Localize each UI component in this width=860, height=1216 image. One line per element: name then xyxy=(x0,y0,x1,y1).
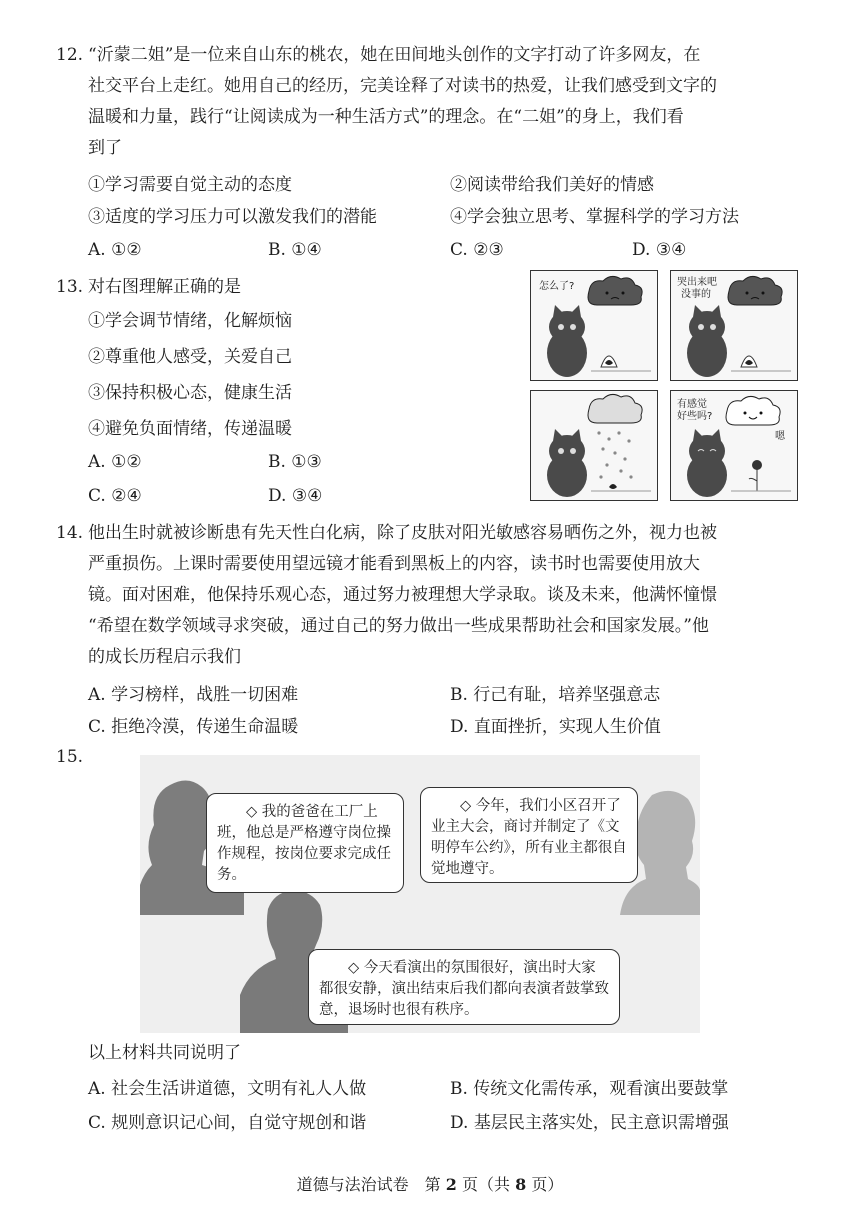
option-a[interactable]: A. ①② xyxy=(88,240,142,260)
option-d[interactable]: D. ③④ xyxy=(632,240,687,260)
statement-1: ①学习需要自觉主动的态度 xyxy=(88,175,292,195)
statement-1: ①学会调节情绪，化解烦恼 xyxy=(88,311,292,331)
option-d[interactable]: D. 直面挫折，实现人生价值 xyxy=(450,717,661,737)
footer-label: 道德与法治试卷 第 xyxy=(296,1175,441,1194)
option-a[interactable]: A. 社会生活讲道德，文明有礼人人做 xyxy=(88,1079,367,1099)
comic-panel-4 xyxy=(670,390,798,501)
statement-3: ③适度的学习压力可以激发我们的潜能 xyxy=(88,207,377,227)
question-14 xyxy=(56,518,816,673)
question-stem: 以上材料共同说明了 xyxy=(88,1043,241,1063)
stem-line: 到了 xyxy=(88,138,122,158)
comic-strip xyxy=(530,270,798,502)
comic-panel-3 xyxy=(530,390,658,501)
stem-line: 温暖和力量，践行“让阅读成为一种生活方式”的理念。在“二姐”的身上，我们看 xyxy=(88,107,684,127)
comic-speech-text: 没事的 xyxy=(681,289,711,300)
footer-label: 页） xyxy=(531,1175,564,1194)
comic-speech-text: 有感觉 xyxy=(677,399,707,410)
page-number: 2 xyxy=(445,1175,457,1194)
comic-speech-text: 嗯 xyxy=(775,431,785,442)
question-number: 13. xyxy=(56,277,84,297)
statement-2: ②阅读带给我们美好的情感 xyxy=(450,175,654,195)
material-illustration xyxy=(140,755,700,1033)
option-c[interactable]: C. 规则意识记心间，自觉守规创和谐 xyxy=(88,1113,367,1133)
question-stem xyxy=(88,518,816,673)
comic-speech-text: 好些吗? xyxy=(677,411,713,422)
question-number: 14. xyxy=(56,523,84,543)
stem-line: 严重损伤。上课时需要使用望远镜才能看到黑板上的内容，读书时也需要使用放大 xyxy=(88,554,700,574)
statement-4: ④避免负面情绪，传递温暖 xyxy=(88,419,292,439)
option-a[interactable]: A. ①② xyxy=(88,452,142,472)
statement-3: ③保持积极心态，健康生活 xyxy=(88,383,292,403)
option-b[interactable]: B. ①④ xyxy=(268,240,322,260)
stem-line: 镜。面对困难，他保持乐观心态，通过努力被理想大学录取。谈及未来，他满怀憧憬 xyxy=(88,585,717,605)
stem-line: 的成长历程启示我们 xyxy=(88,647,241,667)
footer-label: 页（共 xyxy=(461,1175,510,1194)
option-b[interactable]: B. 行己有耻，培养坚强意志 xyxy=(450,685,661,705)
speech-bubble-3: ◇ 今天看演出的氛围很好，演出时大家都很安静，演出结束后我们都向表演者鼓掌致意，退场时也很有秩序。 xyxy=(308,949,620,1025)
stem-line: “沂蒙二姐”是一位来自山东的桃农，她在田间地头创作的文字打动了许多网友，在 xyxy=(88,45,701,65)
comic-panel-1 xyxy=(530,270,658,381)
option-c[interactable]: C. ②③ xyxy=(450,240,504,260)
crying-cloud-illustration xyxy=(531,391,658,501)
option-b[interactable]: B. ①③ xyxy=(268,452,322,472)
option-c[interactable]: C. 拒绝冷漠，传递生命温暖 xyxy=(88,717,299,737)
comic-panel-2 xyxy=(670,270,798,381)
option-c[interactable]: C. ②④ xyxy=(88,486,142,506)
option-a[interactable]: A. 学习榜样，战胜一切困难 xyxy=(88,685,299,705)
question-stem xyxy=(88,40,816,164)
comic-speech-text: 哭出来吧 xyxy=(677,277,717,288)
statement-2: ②尊重他人感受，关爱自己 xyxy=(88,347,292,367)
stem-line: “希望在数学领域寻求突破，通过自己的努力做出一些成果帮助社会和国家发展。”他 xyxy=(88,616,709,636)
page-footer xyxy=(0,1172,860,1195)
option-d[interactable]: D. ③④ xyxy=(268,486,323,506)
stem-line: 他出生时就被诊断患有先天性白化病，除了皮肤对阳光敏感容易晒伤之外，视力也被 xyxy=(88,523,717,543)
option-b[interactable]: B. 传统文化需传承，观看演出要鼓掌 xyxy=(450,1079,729,1099)
question-stem: 对右图理解正确的是 xyxy=(88,277,241,297)
comic-speech-text: 怎么了? xyxy=(539,281,575,292)
statement-4: ④学会独立思考、掌握科学的学习方法 xyxy=(450,207,739,227)
question-number: 12. xyxy=(56,45,84,65)
option-d[interactable]: D. 基层民主落实处，民主意识需增强 xyxy=(450,1113,729,1133)
page-total: 8 xyxy=(515,1175,527,1194)
question-12 xyxy=(56,40,816,164)
speech-bubble-1: ◇ 我的爸爸在工厂上班，他总是严格遵守岗位操作规程，按岗位要求完成任务。 xyxy=(206,793,404,893)
question-number: 15. xyxy=(56,747,84,767)
stem-line: 社交平台上走红。她用自己的经历，完美诠释了对读书的热爱，让我们感受到文字的 xyxy=(88,76,717,96)
speech-bubble-2: ◇ 今年，我们小区召开了业主大会，商讨并制定了《文明停车公约》，所有业主都很自觉地遵守。 xyxy=(420,787,638,883)
